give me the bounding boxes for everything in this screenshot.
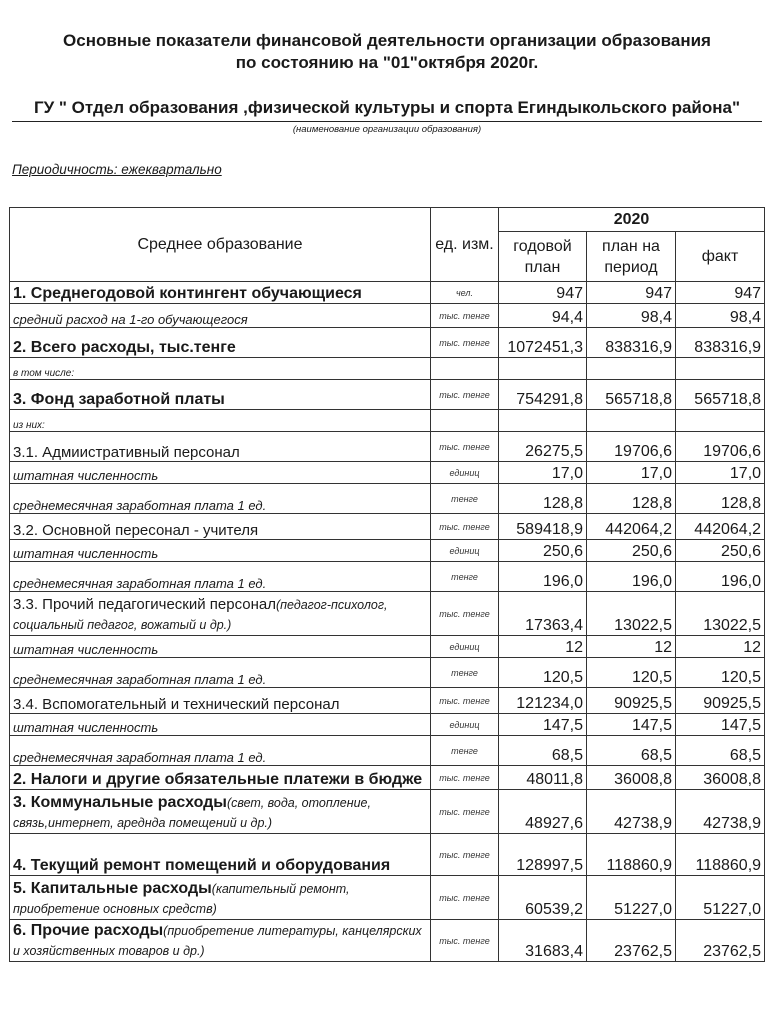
row-unit: тыс. тенге (431, 920, 499, 962)
row-name: среднемесячная заработная плата 1 ед. (10, 736, 431, 766)
row-annual-value: 128,8 (499, 484, 587, 514)
row-unit: тыс. тенге (431, 688, 499, 714)
row-annual-value: 196,0 (499, 562, 587, 592)
row-unit: тенге (431, 736, 499, 766)
table-row (10, 790, 765, 834)
row-annual-value: 1072451,3 (499, 328, 587, 358)
row-plan-value: 13022,5 (587, 592, 676, 636)
row-fact-value: 147,5 (676, 714, 765, 736)
row-fact-value: 947 (676, 282, 765, 304)
row-plan-value: 12 (587, 636, 676, 658)
row-name-text: 3. Коммунальные расходы (13, 794, 227, 811)
row-fact-value: 51227,0 (676, 876, 765, 920)
row-plan-value: 42738,9 (587, 790, 676, 834)
row-name: 3.1. Адмиистративный персонал (10, 432, 431, 462)
row-annual-value (499, 358, 587, 380)
row-name: штатная численность (10, 462, 431, 484)
row-plan-value: 19706,6 (587, 432, 676, 462)
row-name: среднемесячная заработная плата 1 ед. (10, 658, 431, 688)
table-row (10, 432, 765, 462)
row-fact-value: 42738,9 (676, 790, 765, 834)
row-unit: тыс. тенге (431, 304, 499, 328)
row-annual-value: 128997,5 (499, 834, 587, 876)
row-unit: чел. (431, 282, 499, 304)
col-header-plan: план на период (587, 232, 676, 282)
row-annual-value: 250,6 (499, 540, 587, 562)
row-fact-value: 23762,5 (676, 920, 765, 962)
table-row (10, 514, 765, 540)
row-unit: тенге (431, 562, 499, 592)
row-plan-value (587, 410, 676, 432)
row-name-note: (приобретение литературы, канцелярских и хозяйственных товаров и др.) (13, 924, 422, 958)
row-fact-value: 68,5 (676, 736, 765, 766)
row-name: штатная численность (10, 636, 431, 658)
row-name-note: (педагог-психолог, социальный педагог, вожатый и др.) (13, 598, 388, 632)
row-fact-value: 118860,9 (676, 834, 765, 876)
row-plan-value: 128,8 (587, 484, 676, 514)
row-name: 2. Налоги и другие обязательные платежи в бюдже (10, 766, 431, 790)
financial-table (9, 207, 765, 962)
row-name: в том числе: (10, 358, 431, 380)
row-name-text: 5. Капитальные расходы (13, 880, 212, 897)
row-unit: тенге (431, 658, 499, 688)
row-plan-value: 196,0 (587, 562, 676, 592)
table-row (10, 658, 765, 688)
row-name: средний расход на 1-го обучающегося (10, 304, 431, 328)
row-name-note: (свет, вода, отопление, связь,интернет, аредндa помещений и др.) (13, 796, 371, 830)
row-annual-value (499, 410, 587, 432)
row-fact-value: 120,5 (676, 658, 765, 688)
row-name: штатная численность (10, 714, 431, 736)
row-unit: тыс. тенге (431, 514, 499, 540)
row-fact-value: 128,8 (676, 484, 765, 514)
row-name (10, 920, 431, 962)
row-unit: тыс. тенге (431, 380, 499, 410)
row-unit: тыс. тенге (431, 766, 499, 790)
table-row (10, 834, 765, 876)
row-plan-value: 98,4 (587, 304, 676, 328)
table-row (10, 304, 765, 328)
row-name: 3. Фонд заработной платы (10, 380, 431, 410)
row-name (10, 790, 431, 834)
row-unit: тыс. тенге (431, 592, 499, 636)
row-name: из них: (10, 410, 431, 432)
table-row (10, 540, 765, 562)
row-annual-value: 31683,4 (499, 920, 587, 962)
report-title-line1: Основные показатели финансовой деятельности организации образования (63, 31, 711, 50)
table-row (10, 410, 765, 432)
row-plan-value: 947 (587, 282, 676, 304)
row-annual-value: 68,5 (499, 736, 587, 766)
row-unit: тыс. тенге (431, 834, 499, 876)
row-fact-value: 196,0 (676, 562, 765, 592)
row-unit: единиц (431, 636, 499, 658)
row-unit: тыс. тенге (431, 328, 499, 358)
organization-name: ГУ " Отдел образования ,физической культуры и спорта Егиндыкольского района" (33, 98, 741, 117)
table-row (10, 636, 765, 658)
table-row (10, 920, 765, 962)
row-plan-value (587, 358, 676, 380)
row-plan-value: 36008,8 (587, 766, 676, 790)
table-row (10, 380, 765, 410)
row-name: среднемесячная заработная плата 1 ед. (10, 484, 431, 514)
row-name-text: 6. Прочие расходы (13, 922, 164, 939)
row-unit: единиц (431, 462, 499, 484)
row-name: штатная численность (10, 540, 431, 562)
row-plan-value: 147,5 (587, 714, 676, 736)
report-title-line2: по состоянию на "01"октября 2020г. (235, 53, 539, 72)
row-annual-value: 60539,2 (499, 876, 587, 920)
row-unit: тыс. тенге (431, 432, 499, 462)
row-annual-value: 94,4 (499, 304, 587, 328)
row-plan-value: 68,5 (587, 736, 676, 766)
row-name: 3.2. Основной пересонал - учителя (10, 514, 431, 540)
row-name: среднемесячная заработная плата 1 ед. (10, 562, 431, 592)
row-plan-value: 120,5 (587, 658, 676, 688)
row-name: 3.4. Вспомогательный и технический персонал (10, 688, 431, 714)
col-header-annual: годовой план (499, 232, 587, 282)
table-row (10, 562, 765, 592)
row-plan-value: 51227,0 (587, 876, 676, 920)
row-unit (431, 358, 499, 380)
row-annual-value: 947 (499, 282, 587, 304)
row-name: 2. Всего расходы, тыс.тенге (10, 328, 431, 358)
row-fact-value: 565718,8 (676, 380, 765, 410)
table-row (10, 484, 765, 514)
row-fact-value (676, 410, 765, 432)
row-unit: тенге (431, 484, 499, 514)
row-plan-value: 17,0 (587, 462, 676, 484)
col-header-fact: факт (676, 232, 765, 282)
col-header-year: 2020 (499, 208, 765, 232)
table-row (10, 282, 765, 304)
table-row (10, 714, 765, 736)
row-plan-value: 565718,8 (587, 380, 676, 410)
row-annual-value: 147,5 (499, 714, 587, 736)
row-fact-value: 250,6 (676, 540, 765, 562)
row-plan-value: 90925,5 (587, 688, 676, 714)
row-fact-value: 442064,2 (676, 514, 765, 540)
row-plan-value: 442064,2 (587, 514, 676, 540)
table-row (10, 766, 765, 790)
col-header-unit: ед. изм. (431, 208, 499, 282)
row-annual-value: 120,5 (499, 658, 587, 688)
col-header-name: Среднее образование (10, 208, 431, 282)
row-annual-value: 17,0 (499, 462, 587, 484)
table-row (10, 876, 765, 920)
row-plan-value: 250,6 (587, 540, 676, 562)
row-name: 4. Текущий ремонт помещений и оборудования (10, 834, 431, 876)
row-annual-value: 48927,6 (499, 790, 587, 834)
table-row (10, 358, 765, 380)
row-annual-value: 589418,9 (499, 514, 587, 540)
row-fact-value: 98,4 (676, 304, 765, 328)
row-unit: единиц (431, 540, 499, 562)
row-unit: единиц (431, 714, 499, 736)
row-annual-value: 26275,5 (499, 432, 587, 462)
row-fact-value: 13022,5 (676, 592, 765, 636)
row-unit (431, 410, 499, 432)
row-fact-value: 838316,9 (676, 328, 765, 358)
table-row (10, 736, 765, 766)
row-annual-value: 48011,8 (499, 766, 587, 790)
row-fact-value (676, 358, 765, 380)
row-plan-value: 838316,9 (587, 328, 676, 358)
row-plan-value: 118860,9 (587, 834, 676, 876)
row-unit: тыс. тенге (431, 876, 499, 920)
row-fact-value: 90925,5 (676, 688, 765, 714)
row-name-text: 3.3. Прочий педагогический персонал (13, 596, 276, 613)
periodicity: Периодичность: ежеквартально (12, 162, 222, 177)
row-annual-value: 17363,4 (499, 592, 587, 636)
row-fact-value: 36008,8 (676, 766, 765, 790)
row-name: 1. Среднегодовой контингент обучающиеся (10, 282, 431, 304)
table-row (10, 688, 765, 714)
row-fact-value: 19706,6 (676, 432, 765, 462)
row-plan-value: 23762,5 (587, 920, 676, 962)
row-annual-value: 12 (499, 636, 587, 658)
row-name (10, 592, 431, 636)
row-annual-value: 121234,0 (499, 688, 587, 714)
row-annual-value: 754291,8 (499, 380, 587, 410)
table-row (10, 592, 765, 636)
row-name (10, 876, 431, 920)
row-fact-value: 17,0 (676, 462, 765, 484)
table-row (10, 462, 765, 484)
row-fact-value: 12 (676, 636, 765, 658)
row-unit: тыс. тенге (431, 790, 499, 834)
organization-underline (12, 121, 762, 122)
row-name-note: (капительный ремонт, приобретение основных средств) (13, 882, 350, 916)
table-row (10, 328, 765, 358)
organization-note: (наименование организации образования) (292, 124, 482, 135)
